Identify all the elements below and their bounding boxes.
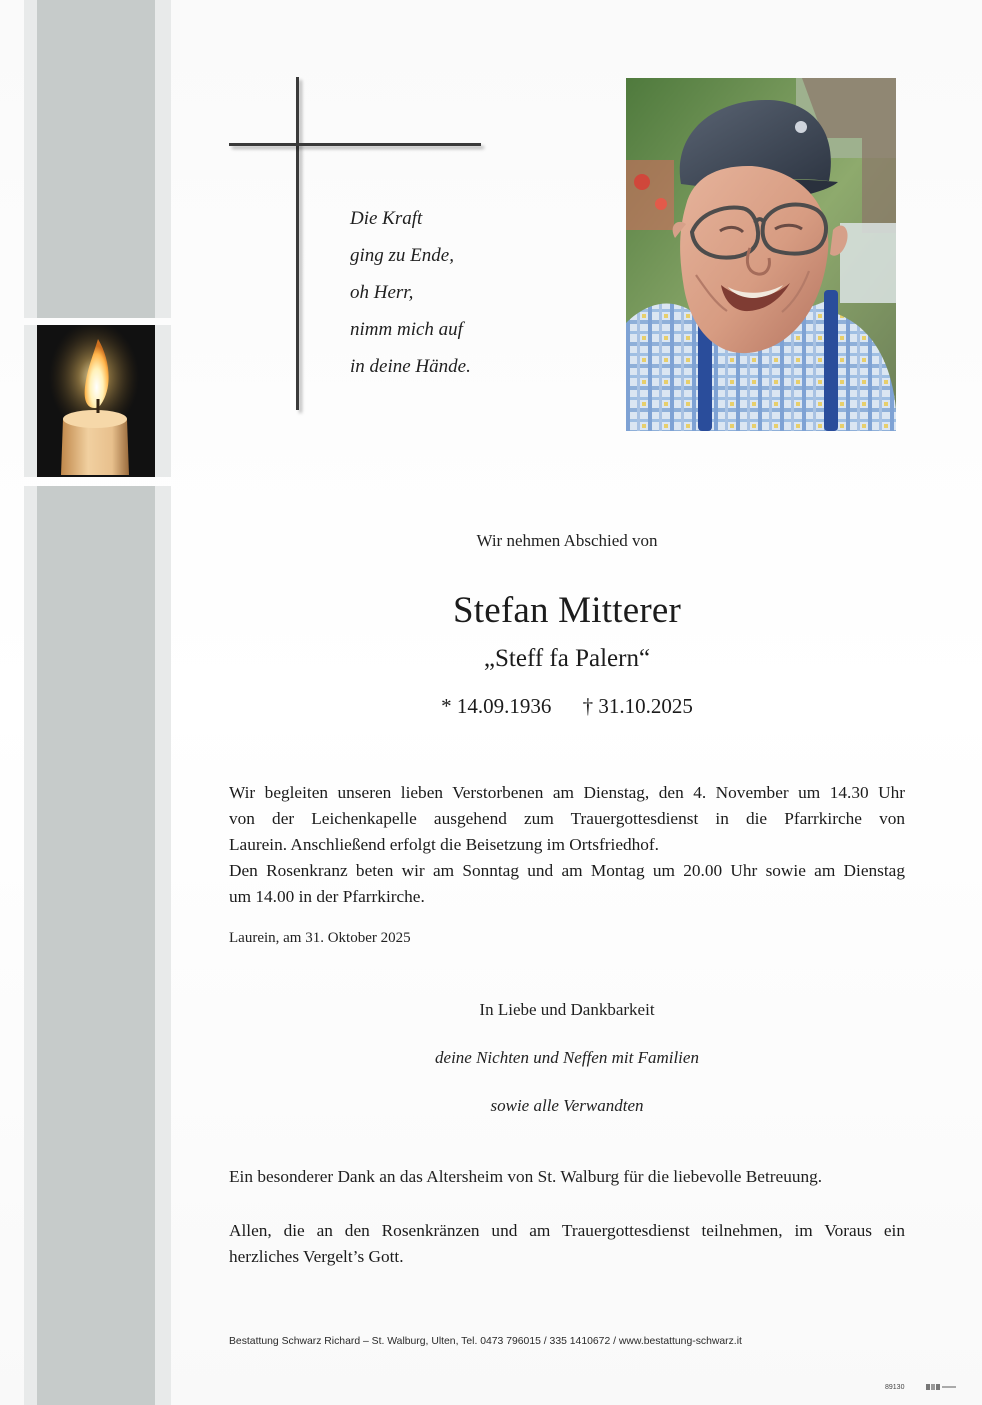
cross-vertical-bar — [296, 77, 299, 410]
verse — [350, 200, 530, 385]
deceased-name: Stefan Mitterer — [453, 590, 681, 631]
closing-thanks-line: Allen, die an den Rosenkränzen und am Trauergottesdienst teilnehmen, im Voraus ein — [229, 1221, 905, 1240]
service-line: Den Rosenkranz beten wir am Sonntag und am Montag um 20.00 Uhr sowie am Dienstag — [229, 861, 905, 880]
closing-thanks — [229, 1218, 905, 1270]
print-code: 89130 — [885, 1384, 905, 1391]
mourners-line-2: sowie alle Verwandten — [490, 1096, 644, 1115]
verse-line: ging zu Ende, — [350, 245, 454, 266]
place-date: Laurein, am 31. Oktober 2025 — [229, 930, 411, 946]
intro-line: Wir nehmen Abschied von — [476, 531, 658, 550]
service-line: von der Leichenkapelle ausgehend zum Trauergottesdienst in die Pfarrkirche von — [229, 809, 905, 828]
cross-horizontal-bar — [229, 143, 481, 146]
printer-logo — [926, 1383, 956, 1391]
verse-line: in deine Hände. — [350, 356, 471, 377]
mourners-line-1: deine Nichten und Neffen mit Familien — [435, 1048, 699, 1067]
service-line: Wir begleiten unseren lieben Verstorbenen am Dienstag, den 4. November um 14.30 Uhr — [229, 783, 905, 802]
service-line: Laurein. Anschließend erfolgt die Beisetzung im Ortsfriedhof. — [229, 835, 659, 854]
birth-date: * 14.09.1936 — [441, 694, 552, 718]
decorative-band-bottom-inner — [37, 486, 155, 1405]
verse-line: Die Kraft — [350, 208, 423, 229]
life-dates — [229, 694, 905, 719]
verse-line: nimm mich auf — [350, 319, 463, 340]
verse-line: oh Herr, — [350, 282, 414, 303]
deceased-nickname: „Steff fa Palern“ — [483, 645, 651, 672]
service-line: um 14.00 in der Pfarrkirche. — [229, 887, 425, 906]
funeral-home-footer: Bestattung Schwarz Richard – St. Walburg, Ulten, Tel. 0473 796015 / 335 1410672 / www.bestattung-schwarz.it — [229, 1336, 742, 1347]
death-date: † 31.10.2025 — [582, 694, 693, 718]
candle-photo — [37, 325, 155, 477]
decorative-band-top-inner — [37, 0, 155, 318]
care-home-thanks: Ein besonderer Dank an das Altersheim von St. Walburg für die liebevolle Betreuung. — [229, 1167, 823, 1186]
closing-thanks-line: herzliches Vergelt’s Gott. — [229, 1247, 404, 1266]
service-details — [229, 780, 905, 910]
portrait-photo — [626, 78, 896, 431]
closing-greeting: In Liebe und Dankbarkeit — [479, 1000, 655, 1019]
